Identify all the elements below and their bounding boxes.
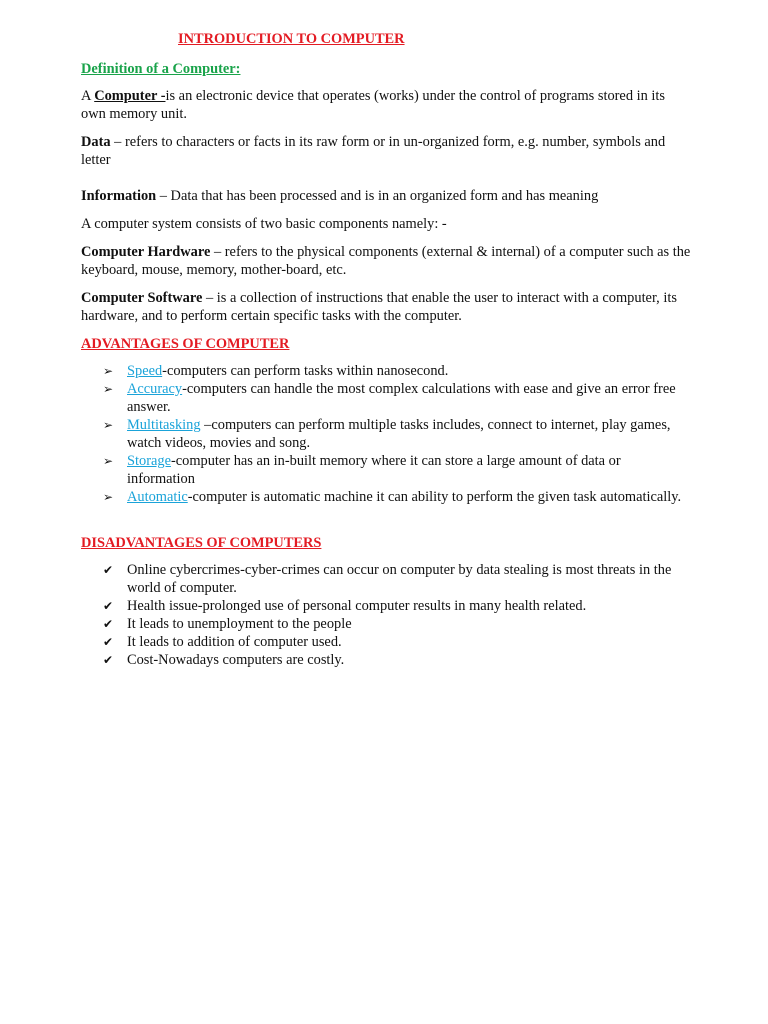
list-item xyxy=(81,380,691,416)
automatic-link[interactable]: Automatic xyxy=(127,489,188,505)
section-spacer xyxy=(81,506,691,534)
arrow-bullet-icon: ➢ xyxy=(103,364,114,378)
arrow-bullet-icon: ➢ xyxy=(103,454,114,468)
information-text: – Data that has been processed and is in an organized form and has meaning xyxy=(156,188,599,204)
speed-link[interactable]: Speed xyxy=(127,363,163,379)
checkmark-icon: ✔ xyxy=(103,617,114,631)
list-item-text: –computers can perform multiple tasks includes, connect to internet, play games, watch videos, movies and song. xyxy=(127,417,671,451)
disadvantages-heading: DISADVANTAGES OF COMPUTERS xyxy=(81,535,322,551)
information-definition xyxy=(81,187,691,205)
document-page xyxy=(81,28,691,669)
list-item-text: It leads to unemployment to the people xyxy=(127,616,352,632)
definition-heading: Definition of a Computer: xyxy=(81,61,241,77)
arrow-bullet-icon: ➢ xyxy=(103,490,114,504)
list-item xyxy=(81,597,691,615)
checkmark-icon: ✔ xyxy=(103,653,114,667)
software-term: Computer Software xyxy=(81,290,203,306)
multitasking-link[interactable]: Multitasking xyxy=(127,417,201,433)
hardware-term: Computer Hardware xyxy=(81,244,211,260)
data-definition xyxy=(81,133,691,169)
definition-text: is an electronic device that operates (works) under the control of programs stored in its own memory unit. xyxy=(81,88,665,122)
checkmark-icon: ✔ xyxy=(103,599,114,613)
list-item-text: -computer has an in-built memory where it can store a large amount of data or information xyxy=(127,453,621,487)
advantages-heading: ADVANTAGES OF COMPUTER xyxy=(81,336,290,352)
list-item xyxy=(81,615,691,633)
list-item-text: -computers can handle the most complex calculations with ease and give an error free answer. xyxy=(127,381,676,415)
disadvantages-list xyxy=(81,561,691,669)
checkmark-icon: ✔ xyxy=(103,563,114,577)
software-definition xyxy=(81,289,691,325)
storage-link[interactable]: Storage xyxy=(127,453,171,469)
list-item xyxy=(81,452,691,488)
list-item xyxy=(81,561,691,597)
system-intro: A computer system consists of two basic components namely: - xyxy=(81,216,447,232)
list-item-text: Online cybercrimes-cyber-crimes can occur on computer by data stealing is most threats in the world of computer. xyxy=(127,562,672,596)
accuracy-link[interactable]: Accuracy xyxy=(127,381,183,397)
data-text: – refers to characters or facts in its raw form or in un-organized form, e.g. number, symbols and letter xyxy=(81,134,666,168)
checkmark-icon: ✔ xyxy=(103,635,114,649)
list-item-text: Cost-Nowadays computers are costly. xyxy=(127,652,345,668)
list-item xyxy=(81,416,691,452)
list-item xyxy=(81,651,691,669)
hardware-definition xyxy=(81,243,691,279)
arrow-bullet-icon: ➢ xyxy=(103,382,114,396)
computer-definition xyxy=(81,87,691,123)
list-item-text: -computer is automatic machine it can ability to perform the given task automatically. xyxy=(187,489,682,505)
definition-prefix: A xyxy=(81,88,95,104)
software-text: – is a collection of instructions that enable the user to interact with a computer, its hardware, and to perform certain specific tasks with the computer. xyxy=(81,290,677,324)
page-title: INTRODUCTION TO COMPUTER xyxy=(178,31,405,47)
list-item-text: Health issue-prolonged use of personal computer results in many health related. xyxy=(127,598,587,614)
hardware-text: – refers to the physical components (external & internal) of a computer such as the keyboard, mouse, memory, mother-board, etc. xyxy=(81,244,691,278)
list-item-text: It leads to addition of computer used. xyxy=(127,634,342,650)
list-item xyxy=(81,633,691,651)
list-item xyxy=(81,362,691,380)
arrow-bullet-icon: ➢ xyxy=(103,418,114,432)
data-term: Data xyxy=(81,134,111,150)
advantages-list xyxy=(81,362,691,506)
list-item-text: -computers can perform tasks within nanosecond. xyxy=(162,363,449,379)
information-term: Information xyxy=(81,188,157,204)
list-item xyxy=(81,488,691,506)
definition-term: Computer - xyxy=(94,88,166,104)
